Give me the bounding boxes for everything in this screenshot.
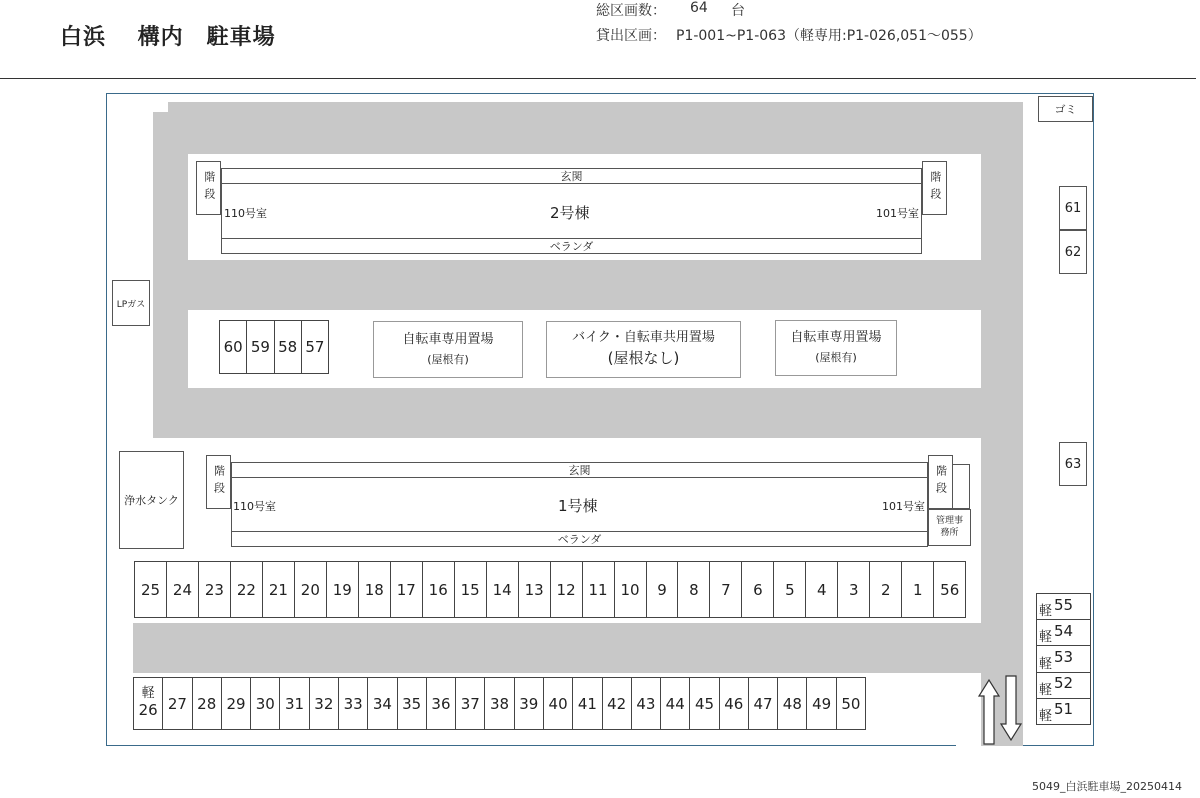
road-top bbox=[168, 102, 1023, 154]
stall-59: 59 bbox=[247, 320, 274, 374]
stall-9: 9 bbox=[647, 561, 679, 618]
road-mid-upper bbox=[153, 260, 1023, 310]
building1-room-right: 101号室 bbox=[882, 500, 925, 513]
stall-45: 45 bbox=[690, 677, 719, 730]
stall-12: 12 bbox=[551, 561, 583, 618]
bike-area-right-title: 自転車専用置場 bbox=[790, 330, 882, 346]
stall-26 bbox=[133, 677, 163, 730]
total-unit: 台 bbox=[731, 3, 745, 19]
page-title: 白浜 構内 駐車場 bbox=[60, 25, 276, 50]
stall-10: 10 bbox=[615, 561, 647, 618]
stall-63: 63 bbox=[1059, 442, 1087, 486]
stall-46: 46 bbox=[720, 677, 749, 730]
building2-room-right: 101号室 bbox=[876, 207, 919, 220]
stall-number: 26 bbox=[138, 701, 158, 720]
kei-stalls bbox=[1036, 593, 1091, 725]
building2-stairs-right: 階段 bbox=[922, 161, 947, 215]
stall-14: 14 bbox=[487, 561, 519, 618]
stall-54 bbox=[1036, 620, 1091, 646]
stall-57: 57 bbox=[302, 320, 329, 374]
building1-room-left: 110号室 bbox=[233, 500, 276, 513]
building1-annex bbox=[952, 464, 970, 509]
building2-name: 2号棟 bbox=[550, 204, 590, 222]
building1-name: 1号棟 bbox=[558, 497, 598, 515]
stall-51 bbox=[1036, 699, 1091, 725]
lp-gas: LPガス bbox=[112, 280, 150, 326]
stall-44: 44 bbox=[661, 677, 690, 730]
stall-58: 58 bbox=[275, 320, 302, 374]
kei-mark: 軽 bbox=[1039, 708, 1053, 724]
stall-5: 5 bbox=[774, 561, 806, 618]
building1-veranda: ベランダ bbox=[231, 531, 928, 547]
management-office: 管理事務所 bbox=[928, 509, 971, 546]
stall-49: 49 bbox=[807, 677, 836, 730]
stall-11: 11 bbox=[583, 561, 615, 618]
stall-6: 6 bbox=[742, 561, 774, 618]
stall-2: 2 bbox=[870, 561, 902, 618]
stall-number: 51 bbox=[1054, 700, 1074, 719]
building2-entrance: 玄関 bbox=[221, 168, 922, 184]
stall-18: 18 bbox=[359, 561, 391, 618]
stall-41: 41 bbox=[573, 677, 602, 730]
stall-42: 42 bbox=[603, 677, 632, 730]
bike-area-center bbox=[546, 321, 741, 378]
building1-entrance: 玄関 bbox=[231, 462, 928, 478]
rental-value: P1-001~P1-063（軽専用:P1-026,051～055） bbox=[676, 28, 982, 44]
stall-20: 20 bbox=[295, 561, 327, 618]
stall-16: 16 bbox=[423, 561, 455, 618]
road-mid-lower bbox=[153, 388, 1023, 438]
stall-13: 13 bbox=[519, 561, 551, 618]
header-divider bbox=[0, 78, 1196, 79]
stall-number: 55 bbox=[1054, 595, 1074, 614]
stall-37: 37 bbox=[456, 677, 485, 730]
road-bottom bbox=[133, 623, 1023, 673]
bike-area-left bbox=[373, 321, 523, 378]
stall-21: 21 bbox=[263, 561, 295, 618]
stall-29: 29 bbox=[222, 677, 251, 730]
trash-area: ゴミ bbox=[1038, 96, 1093, 122]
bike-area-left-note: (屋根有) bbox=[427, 352, 469, 366]
bike-area-center-note: (屋根なし) bbox=[607, 349, 680, 368]
kei-mark: 軽 bbox=[141, 686, 155, 702]
stall-34: 34 bbox=[368, 677, 397, 730]
stall-60: 60 bbox=[219, 320, 247, 374]
stall-56: 56 bbox=[934, 561, 966, 618]
stall-36: 36 bbox=[427, 677, 456, 730]
building1-stairs-left: 階段 bbox=[206, 455, 231, 509]
stall-row-back bbox=[133, 677, 866, 730]
kei-mark: 軽 bbox=[1039, 656, 1053, 672]
stall-40: 40 bbox=[544, 677, 573, 730]
bike-area-right bbox=[775, 320, 897, 376]
bike-area-right-note: (屋根有) bbox=[815, 351, 857, 365]
stall-50: 50 bbox=[837, 677, 866, 730]
stall-22: 22 bbox=[231, 561, 263, 618]
total-label: 総区画数： bbox=[596, 3, 666, 19]
stall-55 bbox=[1036, 593, 1091, 620]
rental-label: 貸出区画： bbox=[596, 28, 666, 44]
stall-48: 48 bbox=[778, 677, 807, 730]
stall-number: 53 bbox=[1054, 648, 1074, 666]
stall-8: 8 bbox=[678, 561, 710, 618]
stall-32: 32 bbox=[310, 677, 339, 730]
kei-mark: 軽 bbox=[1039, 630, 1053, 646]
stall-27: 27 bbox=[163, 677, 192, 730]
building2-stairs-left: 階段 bbox=[196, 161, 221, 215]
septic-tank: 浄水タンク bbox=[119, 451, 184, 549]
stall-30: 30 bbox=[251, 677, 280, 730]
stall-1: 1 bbox=[902, 561, 934, 618]
bike-area-left-title: 自転車専用置場 bbox=[402, 331, 494, 347]
stall-38: 38 bbox=[485, 677, 514, 730]
down-arrow-icon bbox=[1001, 676, 1021, 740]
mid-stalls bbox=[219, 320, 329, 374]
building2-veranda: ベランダ bbox=[221, 238, 922, 254]
stall-3: 3 bbox=[838, 561, 870, 618]
stall-39: 39 bbox=[515, 677, 544, 730]
traffic-arrows bbox=[978, 674, 1024, 746]
stall-25: 25 bbox=[134, 561, 167, 618]
up-arrow-icon bbox=[979, 680, 999, 744]
bike-area-center-title: バイク・自転車共用置場 bbox=[572, 330, 715, 346]
stall-4: 4 bbox=[806, 561, 838, 618]
stall-19: 19 bbox=[327, 561, 359, 618]
stall-35: 35 bbox=[398, 677, 427, 730]
stall-52 bbox=[1036, 673, 1091, 699]
stall-24: 24 bbox=[167, 561, 199, 618]
stall-number: 52 bbox=[1054, 674, 1074, 693]
stall-31: 31 bbox=[280, 677, 309, 730]
kei-mark: 軽 bbox=[1039, 604, 1053, 620]
building2-room-left: 110号室 bbox=[224, 207, 267, 220]
stall-number: 54 bbox=[1054, 621, 1074, 640]
stall-15: 15 bbox=[455, 561, 487, 618]
total-value: 64 bbox=[690, 0, 708, 16]
stall-23: 23 bbox=[199, 561, 231, 618]
stall-43: 43 bbox=[632, 677, 661, 730]
kei-mark: 軽 bbox=[1039, 682, 1053, 698]
stall-61: 61 bbox=[1059, 186, 1087, 230]
stall-33: 33 bbox=[339, 677, 368, 730]
document-id: 5049_白浜駐車場_20250414 bbox=[1032, 780, 1182, 793]
stall-row-front bbox=[134, 561, 966, 618]
stall-47: 47 bbox=[749, 677, 778, 730]
building1-stairs-right: 階段 bbox=[928, 455, 953, 509]
stall-53 bbox=[1036, 646, 1091, 672]
stall-62: 62 bbox=[1059, 230, 1087, 274]
stall-28: 28 bbox=[193, 677, 222, 730]
stall-7: 7 bbox=[710, 561, 742, 618]
stall-17: 17 bbox=[391, 561, 423, 618]
